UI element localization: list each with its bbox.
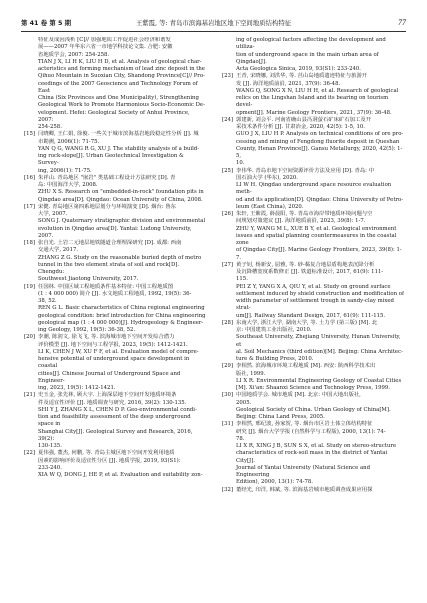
reference-number: [26]	[222, 211, 233, 217]
reference-line: [30] 中国地质学会. 城市地质 [M]. 北京: 中国大地出版社,	[222, 392, 361, 399]
reference-line: characteristics of rock-soil mass in the district of Yantai City[J].	[236, 450, 388, 464]
reference-entry	[222, 407, 404, 422]
reference-line: 市勘测, 2006(1): 71-75.	[38, 138, 100, 145]
reference-entry	[24, 218, 206, 240]
reference-entry	[222, 37, 404, 73]
running-header	[21, 13, 406, 32]
reference-line: relics on the Lingshan Island and its bearing on tourism devel-	[236, 95, 389, 109]
reference-entry	[24, 175, 206, 190]
reference-line: 评价模型 [J]. 地下空间与工程学报, 2023, 19(5): 1412-1421.	[38, 341, 188, 348]
reference-entry	[222, 378, 404, 393]
reference-line: 间规划对策建议 [J]. 海洋地质前沿, 2023, 39(8): 1-7.	[236, 218, 366, 225]
reference-line: [26] 朱轩, 王紫霞, 薛晨阳, 等. 青岛市海岸带地质环境问题与空	[222, 211, 373, 217]
reference-line: tion and feasibility assessment of the deep underground space in	[38, 414, 191, 428]
reference-line: LI W H. Qingdao underground space resource evaluation meth-	[236, 182, 392, 196]
reference-line: Geological Society of China. Urban Geology of China[M].	[236, 406, 391, 413]
reference-line: [M]. Xi'an: Shaanxi Science and Technology Press, 1999.	[236, 385, 391, 391]
reference-line: PEI Z Y, YANG X A, QIU Y, et al. Study on ground surface	[236, 283, 391, 290]
reference-line: settlement induced by shield construction and modification of	[236, 290, 404, 297]
reference-column-left	[24, 37, 206, 595]
reference-line: REN G L. Basic characteristics of China regional engineering	[38, 305, 205, 312]
reference-line: 及沉降槽宽度系数修正 [J]. 铁道标准设计, 2017, 61(9): 111-	[236, 269, 384, 275]
reference-number: [32]	[222, 486, 233, 493]
reference-line: 10.	[236, 160, 245, 167]
reference-line: ZHU Y, WANG M L, XUE B Y, et al. Geological environment	[236, 225, 397, 232]
reference-line: cities[J]. Chinese Journal of Underground Space and Engineer-	[38, 370, 181, 384]
reference-line: XIA W Q, DONG J, HE P, et al. Evaluation and suitability zon-	[38, 472, 203, 478]
reference-line: 发 [J]. 海洋地质前沿, 2021, 37(9): 36-48.	[236, 80, 341, 87]
reference-line: ZHANG Z G. Study on the reasonable buried depth of metro	[38, 254, 202, 261]
reference-line: [17] 宋健. 青岛地区第四系地层划分与环境演变 [D]. 烟台: 鲁东	[24, 203, 177, 210]
reference-number: [29]	[222, 363, 233, 370]
reference-entry	[24, 305, 206, 334]
reference-line: of Qingdao City[J]. Marine Geology Frontiers, 2023, 39(8): 1-7.	[236, 247, 402, 261]
reference-line: GUO J X, LIU H P. Analysis on technical conditions of ore pro-	[236, 131, 404, 138]
reference-line: ing, 2006(1): 71-75.	[38, 167, 92, 174]
reference-line: SHI Y J, ZHANG X L, CHEN D P. Geo-environmental condi-	[38, 406, 197, 413]
reference-line: [15] 闫晓卿, 王仁娟, 徐俊. 一些关于城市滨海基岩地段稳定性分析 [J]. 城	[24, 131, 199, 138]
reference-line: acteristics and forming mechanism of lead zinc deposit in the	[38, 66, 205, 72]
reference-line: SONG J. Quaternary stratigraphic division and environmental	[38, 218, 206, 225]
reference-number: [17]	[24, 203, 35, 210]
reference-entry	[24, 284, 206, 306]
reference-line: ing rock-slope[J]. Urban Geotechnical Investigation & Survey-	[38, 153, 184, 167]
reference-number: [24]	[222, 116, 233, 123]
reference-entry	[222, 443, 404, 487]
reference-entry	[222, 487, 404, 494]
reference-line: [32] 董经光, 印洋, 韩斌, 等. 滨海基岩城市地质调查成果应用探	[222, 486, 373, 493]
reference-line: geological map (1 : 4 000 000)[J]. Hydrogeology & Engineer-	[38, 319, 204, 326]
reference-line: cessing and mining of Fengdong fluorite deposit in Queshan	[236, 138, 400, 145]
reference-entry	[222, 211, 404, 226]
reference-line: Shanghai City[J]. Geological Survey and Research, 2016, 39(2):	[38, 428, 193, 442]
reference-line: opment[J]. Marine Geology Frontiers, 2021, 37(9): 36-48.	[236, 109, 392, 116]
reference-line: geological condition: brief introduction for China engineering	[38, 312, 206, 319]
reference-line: China (Six Provinces and One Municipality), Strengthening	[38, 95, 199, 101]
reference-line: (1 : 4 000 000) 简介 [J]. 水文地质工程地质, 1992, 19(5): 36-	[38, 290, 192, 297]
journal-volume: 第 41 卷 第 5 期	[21, 18, 72, 27]
reference-entry	[222, 262, 404, 284]
reference-line: LI X R. Environmental Engineering Geology of Coastal Cities	[236, 377, 402, 384]
reference-line: hensive potential of underground space development in coastal	[38, 356, 190, 370]
reference-line: YAN Q G, WANG R G, XU J. The stability analysis of a build-	[38, 145, 200, 152]
reference-entry	[24, 189, 206, 204]
reference-line: 78.	[236, 435, 245, 442]
reference-line: TIAN J X, LI H K, LIU H D, et al. Analysis of geological char-	[38, 58, 202, 65]
reference-line: 省地质学会, 2007: 254-258.	[38, 51, 110, 58]
reference-line: evolution in Qingdao area[D]. Yantai: Ludong University, 2007.	[38, 225, 192, 239]
reference-line: 特征及成因浅析 [C]// 加强地质工作促进社会经济和谐发	[38, 37, 171, 43]
reference-line: Beijing: China Land Press, 2005.	[236, 414, 325, 420]
reference-line: County, Henan Province[J]. Gansu Metallurgy, 2020, 42(5): 1-5,	[236, 145, 403, 159]
reference-entry	[222, 73, 404, 88]
reference-number: [27]	[222, 261, 233, 268]
reference-line: tunnel in the two element strata of soil and rock[D]. Chengdu:	[38, 261, 180, 275]
reference-line: [25] 李伟华. 青岛市地下空间资源评价方法及应用 [D]. 青岛: 中	[222, 167, 375, 174]
reference-entry	[222, 168, 404, 183]
reference-line: 采技术条件分析 [J]. 甘肃冶金, 2020, 42(5): 1-5, 10.	[236, 124, 365, 130]
reference-entry	[24, 204, 206, 219]
reference-line: 233-240.	[38, 464, 62, 471]
reference-line: [20] 李潮, 陈润文, 徐飞飞, 等. 滨海城市地下空间开发综合潜力	[24, 334, 175, 341]
reference-line: WANG Q, SONG X N, LIU H H, et al. Research of geological	[236, 87, 399, 94]
reference-entry	[24, 240, 206, 255]
reference-line: [31] 李相然, 邢纪波, 孙家贺, 等. 烟台市区岩土体立体结构特征	[222, 421, 373, 428]
reference-entry	[24, 392, 206, 407]
reference-line: 38, 52.	[38, 298, 57, 304]
reference-line: Geological Work to Promote Harmonious Socio-Economic De-	[38, 102, 205, 109]
reference-line: [19] 任国林. 中国区域工程地质条件基本特征: 中国工程地质图	[24, 283, 174, 290]
reference-number: [16]	[24, 174, 35, 181]
reference-entry	[222, 392, 404, 407]
reference-line: ing, 2023, 19(5): 1412-1421.	[38, 385, 116, 391]
reference-entry	[24, 334, 206, 349]
reference-entry	[222, 284, 404, 320]
reference-entry	[222, 320, 404, 335]
reference-entry	[222, 117, 404, 132]
reference-entry	[24, 407, 206, 451]
reference-line: [21] 史玉金, 张先林, 顾大宇. 上海深层地下空间开发地质环境条	[24, 392, 177, 399]
reference-entry	[24, 37, 206, 59]
reference-number: [30]	[222, 392, 233, 399]
reference-line: ceedings of the 2007 Geoscience and Technology Forum of East	[38, 80, 198, 94]
reference-line: tion of underground space in the main urban area of Qingdao[J].	[236, 51, 379, 65]
reference-line: velopment. Hefei: Geological Society of Anhui Province, 2007:	[38, 109, 190, 123]
reference-line: um[J]. Railway Standard Design, 2017, 61(9): 111-115.	[236, 312, 386, 319]
reference-entry	[24, 59, 206, 132]
reference-number: [15]	[24, 131, 35, 138]
reference-line: LI X R, XING J B, SUN S X, et al. Study on stereo-structure	[236, 443, 397, 449]
reference-line: [28] 东南大学, 浙江大学, 湖南大学, 等. 土力学 (第三版) [M]. 北	[222, 319, 378, 326]
reference-number: [19]	[24, 283, 35, 290]
reference-number: [18]	[24, 240, 35, 246]
reference-line: Southwest Jiaotong University, 2017.	[38, 276, 139, 283]
reference-line: 大学, 2007.	[38, 211, 68, 217]
reference-line: 京: 中国建筑工业出版社, 2010.	[236, 327, 312, 333]
reference-line: Qihuo Mountain in Suoxian City, Shandong Province[C]// Pro-	[38, 73, 205, 80]
reference-line: 交通大学, 2017.	[38, 247, 79, 254]
reference-entry	[222, 131, 404, 167]
running-title: 王紫霞, 等: 青岛市滨海基岩地区地下空间地质结构特征	[135, 18, 292, 27]
reference-line: 115.	[236, 276, 248, 283]
reference-entry	[24, 349, 206, 393]
reference-line: Southeast University, Zhejiang University, Hunan University, et	[236, 334, 401, 348]
reference-line: 研究 [J]. 烟台大学学报 (自然科学与工程版), 2000, 13(1): 74-	[236, 428, 386, 435]
reference-line: ing Geology, 1992, 19(5): 36-38, 52.	[38, 327, 136, 333]
reference-column-right	[222, 37, 404, 595]
reference-line: [27] 黄子钊, 杨新安, 屈雅, 等. 砂-黏复合地层盾构地表沉降分析	[222, 261, 375, 268]
reference-line: 254-258.	[38, 124, 62, 130]
reference-line: Qingdao area[D]. Qingdao: Ocean University of China, 2008.	[38, 196, 203, 203]
reference-list	[24, 37, 404, 595]
reference-line: Edition), 2000, 13(1): 74-78.	[236, 479, 313, 486]
reference-number: [23]	[222, 73, 233, 80]
reference-entry	[222, 421, 404, 443]
reference-line: leum (East China), 2020.	[236, 203, 304, 210]
reference-line: ture & Building Press, 2010.	[236, 356, 314, 362]
reference-entry	[24, 146, 206, 175]
reference-line: [29] 李相然. 滨海城市环境工程地质 [M]. 西安: 陕西科学技术出	[222, 363, 376, 370]
reference-number: [31]	[222, 421, 233, 428]
reference-line: 件及适宜性评价 [J]. 地质调查与研究, 2016, 39(2): 130-135.	[38, 399, 187, 406]
reference-line: Journal of Yantai University (Natural Science and Engineering	[236, 464, 371, 478]
reference-entry	[222, 363, 404, 378]
reference-line: 岛: 中国海洋大学, 2008.	[38, 182, 98, 188]
reference-line: [18] 张自光. 土岩二元地层地铁隧道合理埋深研究 [D]. 成都: 西南	[24, 240, 182, 246]
reference-entry	[24, 255, 206, 284]
reference-line: al. Soil Mechanics (third edition)[M]. Beijing: China Architec-	[236, 348, 403, 355]
reference-number: [21]	[24, 392, 35, 399]
reference-line: issues and spatial planning countermeasures in the coastal zone	[236, 232, 397, 246]
reference-line: ing of geological factors affecting the development and utiliza-	[236, 37, 386, 51]
reference-line: LI K, CHEN J W, XU F F, et al. Evaluation model of compre-	[38, 348, 199, 355]
reference-line: [22] 夏伟强, 董杰, 何鹏, 等. 青岛主城区地下空间开发利用地质	[24, 450, 175, 457]
reference-entry	[222, 88, 404, 117]
reference-line: Acta Geologica Sinica, 2019, 93(S1): 233-240.	[236, 66, 361, 72]
reference-line: 130-135.	[38, 443, 62, 449]
reference-line: [24] 郭建新, 刘会平. 河南省确山县冯洞萤石矿床矿石加工及开	[222, 116, 372, 123]
reference-line: ZHU X S. Research on "embedded-in-rock" foundation pits in	[38, 189, 204, 196]
reference-line: [23] 王青, 宋晓娜, 刘洪华, 等. 莒山岛地质遗迹特征与旅游开	[222, 73, 368, 80]
reference-entry	[24, 450, 206, 472]
page-number: 77	[398, 17, 406, 27]
reference-line: 2005.	[236, 399, 252, 406]
reference-line: [16] 朱祥山. 青岛地区 "嵌岩" 类基础工程设计方法研究 [D]. 青	[24, 174, 176, 181]
reference-line: 版社, 1999.	[236, 370, 266, 377]
reference-number: [22]	[24, 450, 35, 457]
reference-number: [20]	[24, 334, 35, 341]
reference-entry	[222, 226, 404, 262]
reference-line: 因素的影响评价及适宜性分区 [J]. 地质学报, 2019, 93(S1):	[38, 457, 181, 464]
reference-line: width parameter of settlement trough in sandy-clay mixed strat-	[236, 298, 394, 312]
reference-entry	[24, 472, 206, 479]
reference-entry	[222, 334, 404, 363]
reference-number: [25]	[222, 167, 233, 174]
reference-line: 国石油大学 (华东), 2020.	[236, 174, 298, 181]
reference-entry	[24, 131, 206, 146]
reference-number: [28]	[222, 319, 233, 326]
reference-line: od and its application[D]. Qingdao: China University of Petro-	[236, 196, 404, 203]
reference-line: 展——2007 年华东六省一市地学科技论文集. 合肥: 安徽	[38, 44, 173, 51]
reference-entry	[222, 182, 404, 211]
